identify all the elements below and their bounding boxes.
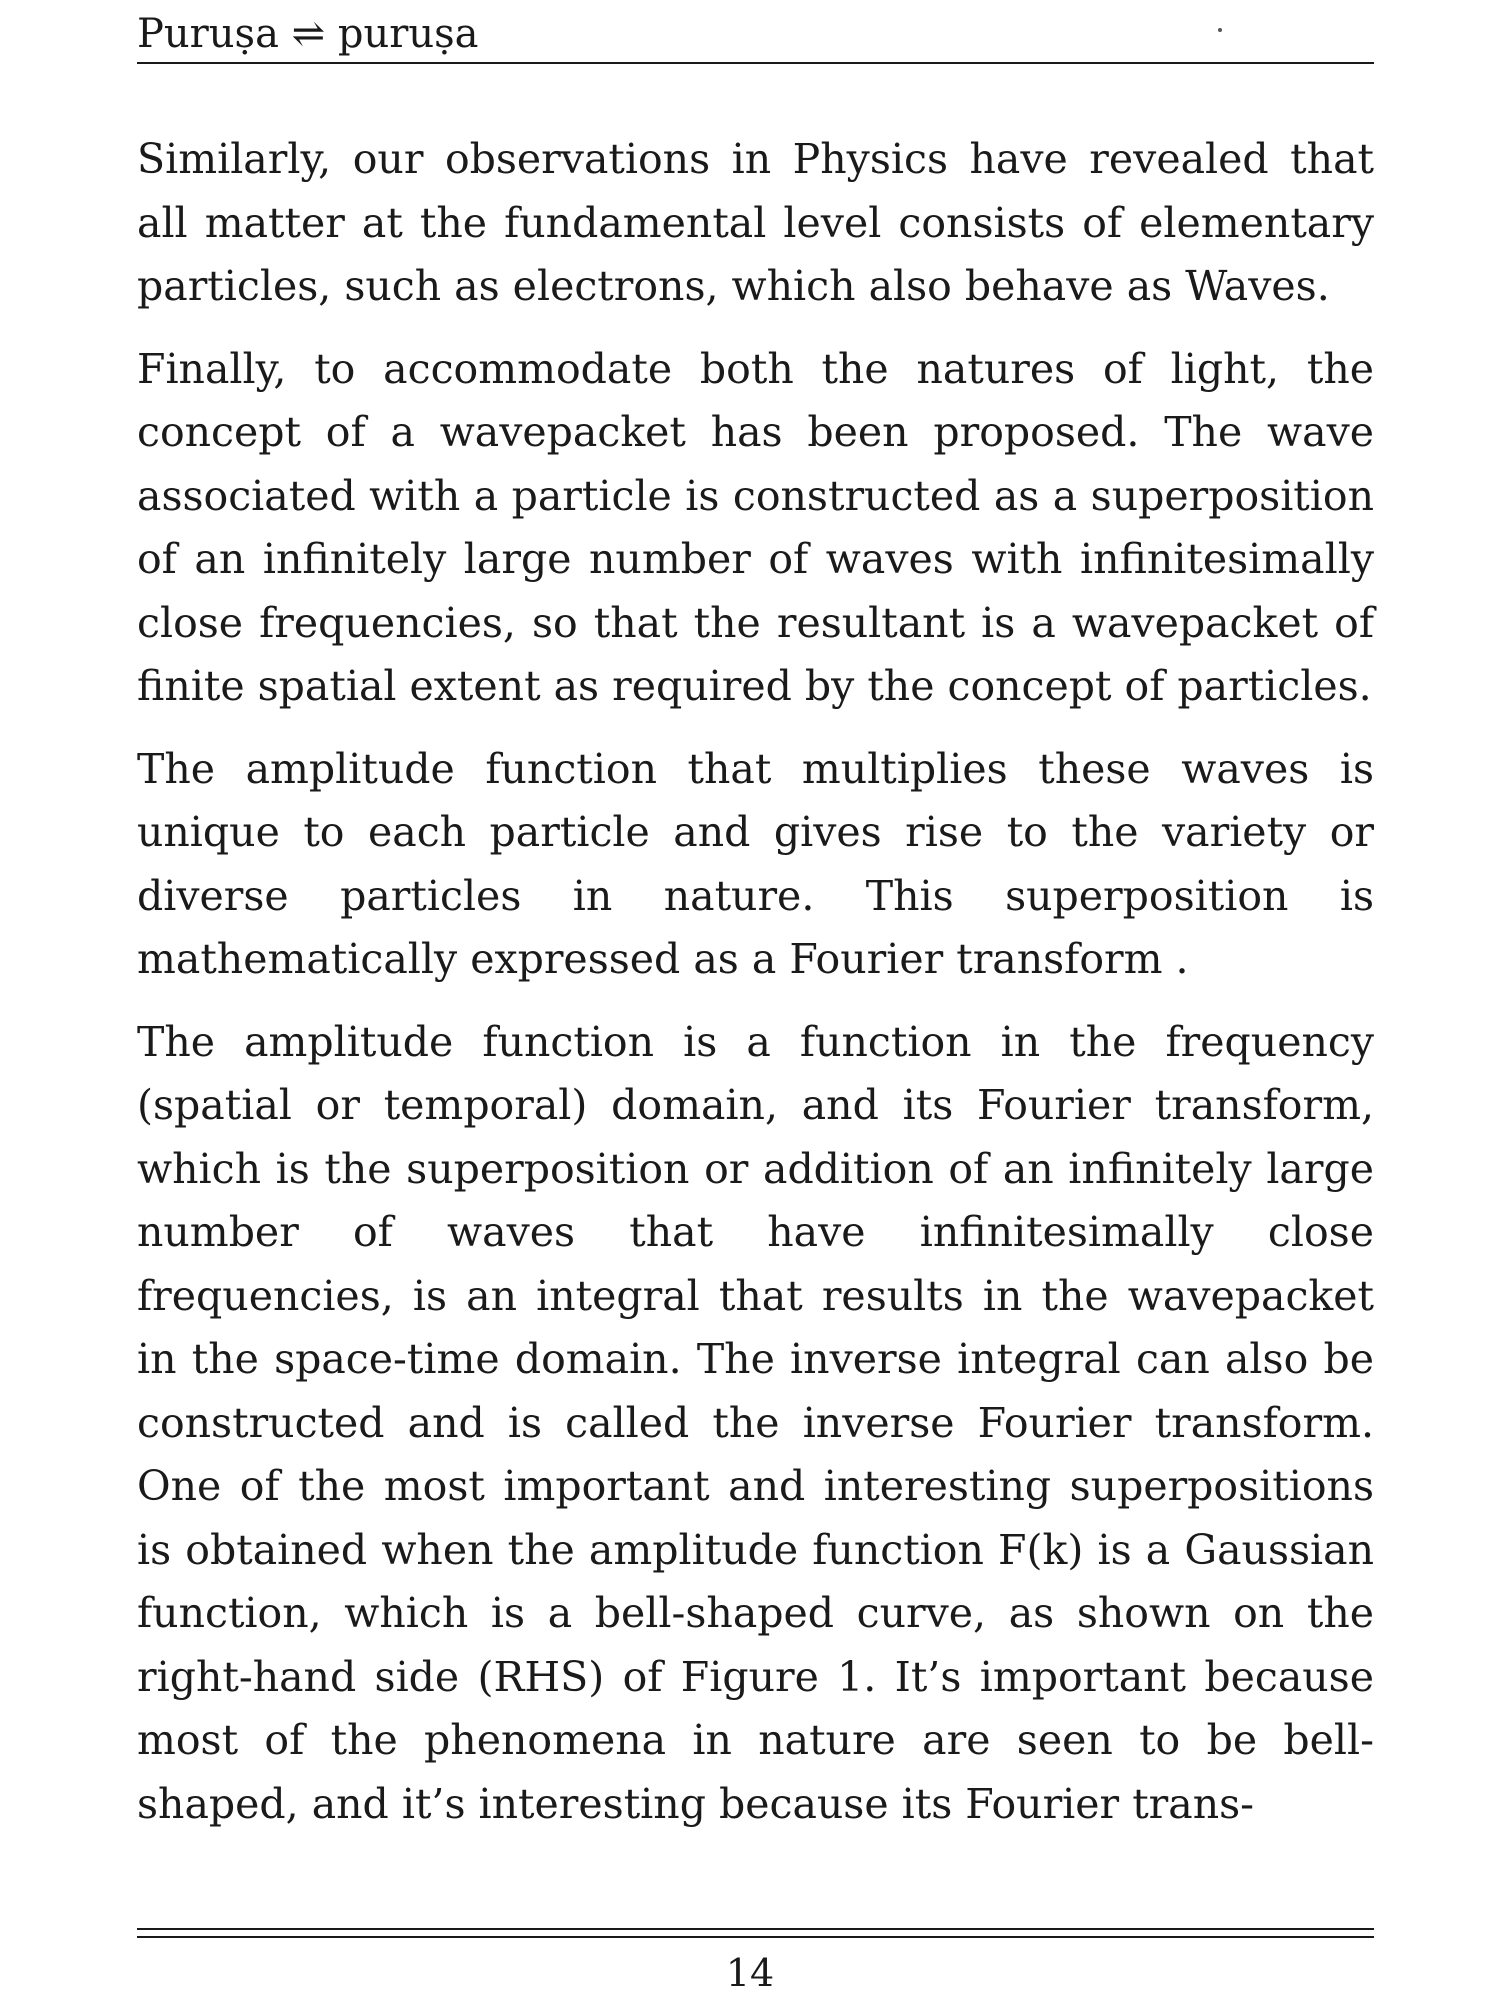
paragraph-2: Finally, to accommodate both the natures of light, the concept of a wavepacket has been proposed. The wave associated with a particle is constructed as a superposition of an infinitely large number of waves with infinitesimally close frequencies, so that the resultant is a wavepacket of finite spatial extent as required by the concept of particles. — [137, 344, 1374, 710]
footer-rule-bottom — [137, 1936, 1374, 1938]
header-rule — [137, 62, 1374, 64]
page-number: 14 — [725, 1951, 775, 1995]
paragraph-4: The amplitude function is a function in the frequency (spatial or temporal) domain, and its Fourier transform, which is the superposition or addition of an infinitely large number of waves that have infinitesimally close frequencies, is an integral that results in the wavepacket in the space-time domain. The inverse integral can also be constructed and is called the inverse Fourier transform. One of the most important and interesting superpositions is obtained when the amplitude function F(k) is a Gaussian function, which is a bell-shaped curve, as shown on the right-hand side (RHS) of Figure 1. It’s important because most of the phenomena in nature are seen to be bell-shaped, and it’s interesting because its Fourier trans- — [137, 1017, 1374, 1828]
running-head — [137, 8, 1374, 60]
running-title: Puruṣa ⇌ puruṣa — [137, 11, 479, 57]
footer-rule-top — [137, 1928, 1374, 1930]
header-dot — [1218, 28, 1222, 32]
paragraph-3: The amplitude function that multiplies these waves is unique to each particle and gives rise to the variety or diverse particles in nature. This superposition is mathematically expressed as a Fourier transform . — [137, 744, 1374, 983]
paragraph-1: Similarly, our observations in Physics have revealed that all matter at the fundamental level consists of elementary particles, such as electrons, which also behave as Waves. — [137, 135, 1374, 310]
body-text — [137, 128, 1374, 1855]
